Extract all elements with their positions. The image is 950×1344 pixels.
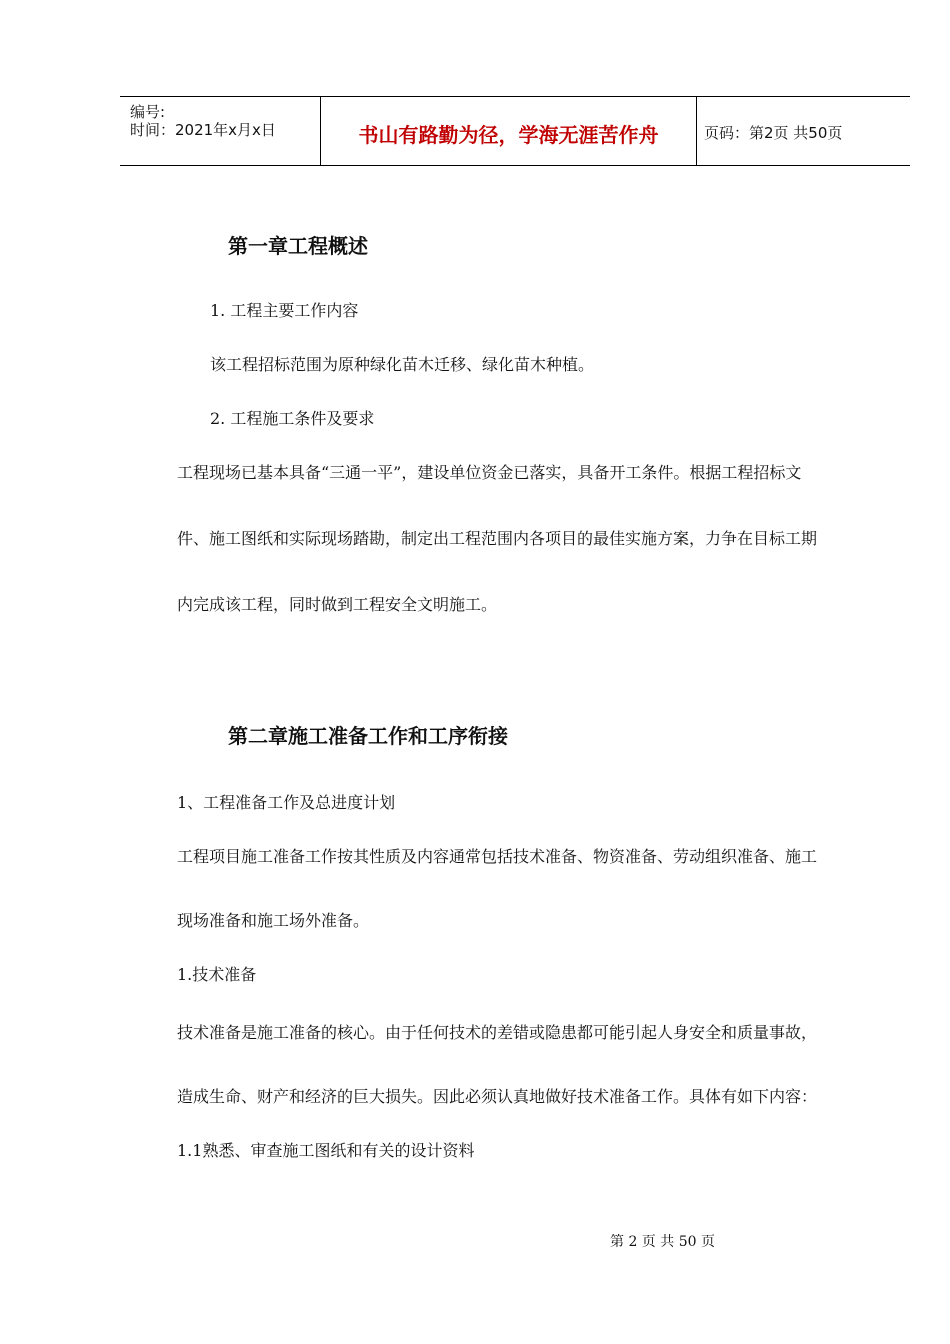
chapter2-sub1-heading: 1.技术准备	[177, 965, 257, 984]
motto-text: 书山有路勤为径，学海无涯苦作舟	[358, 123, 659, 147]
chapter1-paragraph-line: 件、施工图纸和实际现场踏勘，制定出工程范围内各项目的最佳实施方案，力争在目标工期	[177, 529, 818, 548]
chapter2-section1-line: 工程项目施工准备工作按其性质及内容通常包括技术准备、物资准备、劳动组织准备、施工	[177, 847, 818, 866]
chapter2-section1-line: 现场准备和施工场外准备。	[177, 911, 370, 930]
header-motto-cell	[320, 97, 697, 165]
chapter1-paragraph-line: 内完成该工程，同时做到工程安全文明施工。	[177, 595, 498, 614]
header-page-cell	[696, 97, 910, 165]
chapter2-sub1-line: 造成生命、财产和经济的巨大损失。因此必须认真地做好技术准备工作。具体有如下内容：	[177, 1087, 818, 1106]
chapter1-paragraph-line: 工程现场已基本具备“三通一平”，建设单位资金已落实，具备开工条件。根据工程招标文	[177, 463, 802, 482]
chapter1-item1-heading: 1. 工程主要工作内容	[210, 301, 359, 320]
chapter1-item2-heading: 2. 工程施工条件及要求	[210, 409, 375, 428]
page-footer: 第 2 页 共 50 页	[610, 1234, 715, 1250]
chapter2-title: 第二章施工准备工作和工序衔接	[228, 724, 508, 748]
chapter2-section1-heading: 1、工程准备工作及总进度计划	[177, 793, 396, 812]
chapter1-item1-text: 该工程招标范围为原种绿化苗木迁移、绿化苗木种植。	[210, 355, 595, 374]
chapter2-sub1-1-heading: 1.1熟悉、审查施工图纸和有关的设计资料	[177, 1141, 475, 1160]
chapter1-title: 第一章工程概述	[228, 234, 368, 258]
header-page-info: 页码：第2页 共50页	[704, 124, 843, 142]
header-meta-cell	[120, 97, 320, 165]
serial-label: 编号:	[130, 103, 166, 121]
document-header	[120, 96, 910, 166]
chapter2-sub1-line: 技术准备是施工准备的核心。由于任何技术的差错或隐患都可能引起人身安全和质量事故，	[177, 1023, 818, 1042]
date-label: 时间：2021年x月x日	[130, 121, 276, 139]
